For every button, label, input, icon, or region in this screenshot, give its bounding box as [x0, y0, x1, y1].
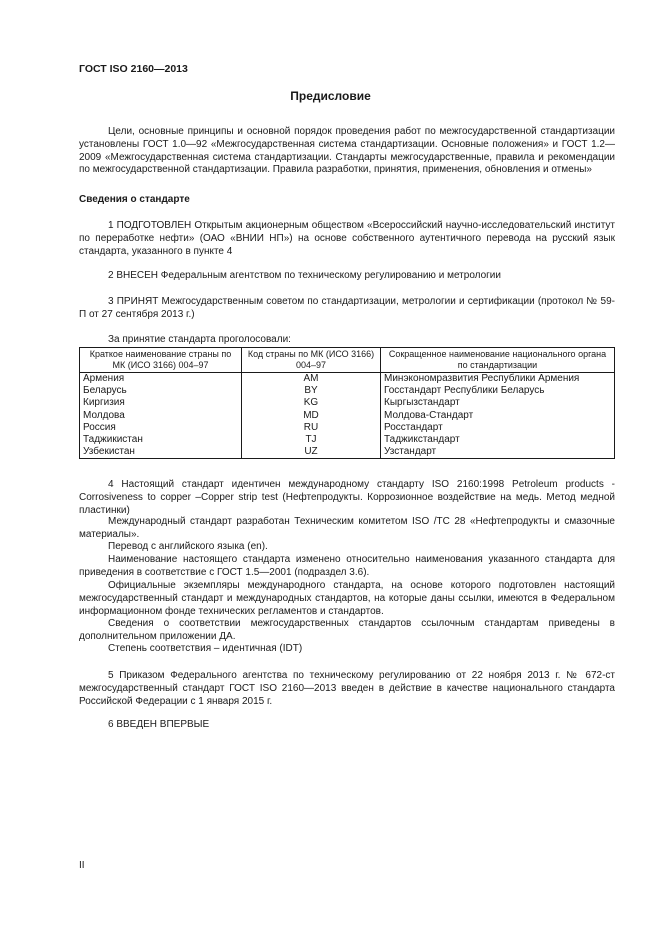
item-2-paragraph: 2 ВНЕСЕН Федеральным агентством по техническому регулированию и метрологии: [108, 270, 501, 281]
table-row: [80, 410, 615, 422]
table-cell-code: RU: [242, 422, 381, 434]
table-cell-code: MD: [242, 410, 381, 422]
table-cell-code: UZ: [242, 446, 381, 459]
page-number: II: [79, 860, 85, 871]
standard-info-heading: Сведения о стандарте: [79, 194, 190, 205]
table-cell-country: Таджикистан: [80, 434, 242, 446]
table-cell-body: Госстандарт Республики Беларусь: [381, 385, 615, 397]
table-row: [80, 373, 615, 386]
table-row: [80, 422, 615, 434]
table-cell-country: Узбекистан: [80, 446, 242, 459]
table-row: [80, 446, 615, 459]
item-4-copies-paragraph: Официальные экземпляры международного стандарта, на основе которого подготовлен настоящий межгосударственный стандарт и международных стандартов, на которые даны ссылки, имеются в Федеральном информационном фонде технических регламентов и стандартов.: [79, 580, 615, 617]
table-caption: За принятие стандарта проголосовали:: [108, 334, 291, 345]
table-cell-body: Минэкономразвития Республики Армения: [381, 373, 615, 386]
table-header-code: Код страны по МК (ИСО 3166) 004–97: [242, 348, 381, 373]
table-cell-body: Росстандарт: [381, 422, 615, 434]
item-3-paragraph: 3 ПРИНЯТ Межгосударственным советом по стандартизации, метрологии и сертификации (протокол № 59-П от 27 сентября 2013 г.): [79, 296, 615, 320]
table-cell-country: Молдова: [80, 410, 242, 422]
table-row: [80, 397, 615, 409]
document-code: ГОСТ ISO 2160—2013: [79, 63, 188, 75]
table-cell-body: Молдова-Стандарт: [381, 410, 615, 422]
item-4-references-paragraph: Сведения о соответствии межгосударственных стандартов ссылочным стандартам приведены в дополнительном приложении ДА.: [79, 618, 615, 642]
table-cell-country: Армения: [80, 373, 242, 386]
table-header-body: Сокращенное наименование национального органа по стандартизации: [381, 348, 615, 373]
table-row: [80, 385, 615, 397]
table-cell-body: Кыргызстандарт: [381, 397, 615, 409]
item-4-title-change-paragraph: Наименование настоящего стандарта изменено относительно наименования указанного стандарта для приведения в соответствие с ГОСТ 1.5—2001 (подраздел 3.6).: [79, 554, 615, 578]
table-cell-code: BY: [242, 385, 381, 397]
table-cell-code: KG: [242, 397, 381, 409]
table-cell-body: Узстандарт: [381, 446, 615, 459]
item-4-paragraph: 4 Настоящий стандарт идентичен международному стандарту ISO 2160:1998 Petroleum products - Corrosiveness to copper –Copper strip test (Нефтепродукты. Коррозионное воздействие на медь. Метод медной пластинки): [79, 479, 615, 516]
table-cell-country: Беларусь: [80, 385, 242, 397]
item-5-paragraph: 5 Приказом Федерального агентства по техническому регулированию от 22 ноября 2013 г. № 672-ст межгосударственный стандарт ГОСТ ISO 2160—2013 введен в действие в качестве национального стандарта Российской Федерации с 1 января 2015 г.: [79, 670, 615, 707]
item-4-translation-paragraph: Перевод с английского языка (en).: [108, 541, 268, 552]
table-header-row: [80, 348, 615, 373]
item-4-conformity-paragraph: Степень соответствия – идентичная (IDT): [108, 643, 303, 654]
table-cell-code: AM: [242, 373, 381, 386]
table-header-country: Краткое наименование страны по МК (ИСО 3166) 004–97: [80, 348, 242, 373]
table-cell-body: Таджикстандарт: [381, 434, 615, 446]
item-4-committee-paragraph: Международный стандарт разработан Техническим комитетом ISO /TC 28 «Нефтепродукты и смазочные материалы».: [79, 516, 615, 540]
voting-table: [79, 347, 615, 459]
page-heading: Предисловие: [290, 89, 371, 103]
item-1-paragraph: 1 ПОДГОТОВЛЕН Открытым акционерным обществом «Всероссийский научно-исследовательский институт по переработке нефти» (ОАО «ВНИИ НП») на основе собственного аутентичного перевода на русский язык стандарта, указанного в пункте 4: [79, 220, 615, 257]
table-cell-code: TJ: [242, 434, 381, 446]
table-cell-country: Россия: [80, 422, 242, 434]
intro-paragraph: Цели, основные принципы и основной порядок проведения работ по межгосударственной стандартизации установлены ГОСТ 1.0—92 «Межгосударственная система стандартизации. Основные положения» и ГОСТ 1.2—2009 «Межгосударственная система стандартизации. Стандарты межгосударственные, правила и рекомендации по межгосударственной стандартизации. Правила разработки, принятия, применения, обновления и отмены»: [79, 126, 615, 176]
table-row: [80, 434, 615, 446]
table-cell-country: Киргизия: [80, 397, 242, 409]
item-6-paragraph: 6 ВВЕДЕН ВПЕРВЫЕ: [108, 719, 210, 730]
